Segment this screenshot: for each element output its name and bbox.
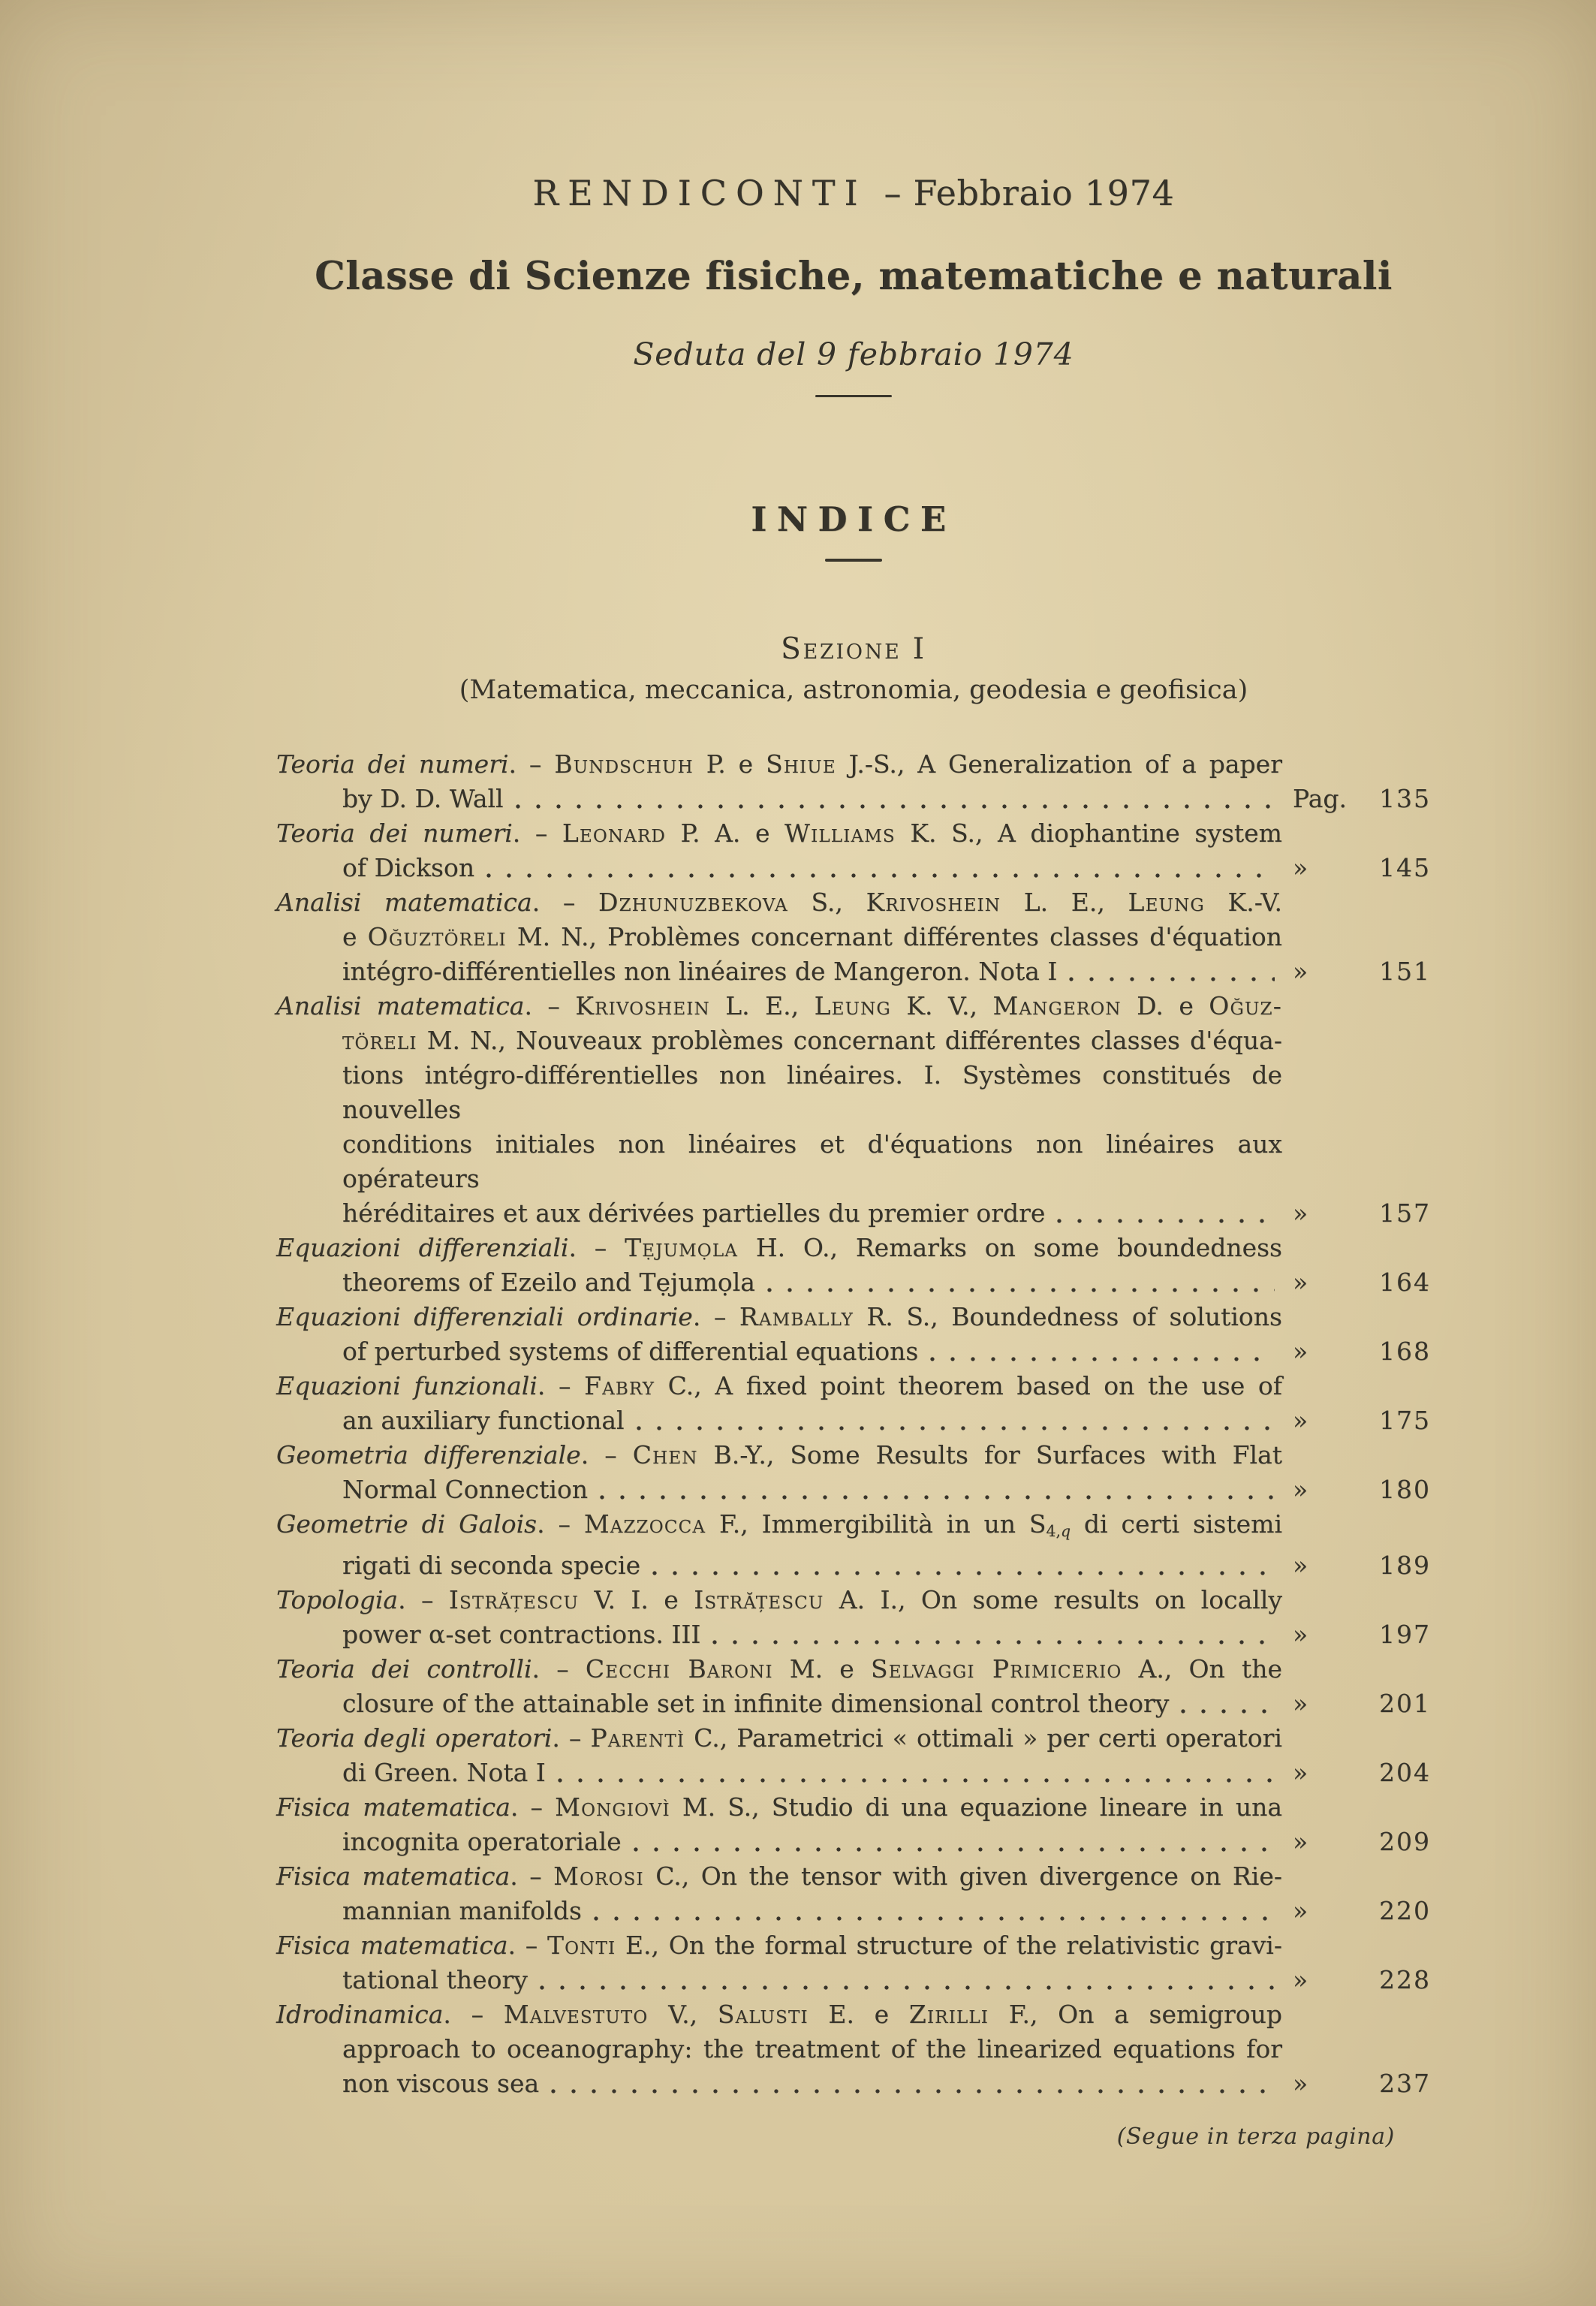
toc-line [276, 1403, 1282, 1438]
text-segment: D. e [1121, 991, 1209, 1020]
text-segment: 4, [1046, 1522, 1061, 1541]
text-segment: . – [552, 1723, 591, 1753]
page-ref [1282, 1265, 1431, 1300]
dot-leader [711, 1638, 1275, 1646]
text-segment: Topologia [276, 1585, 399, 1615]
toc-entry-text [276, 1790, 1282, 1859]
text-segment: Mangeron [992, 991, 1122, 1020]
text-segment: approach to oceanography: the treatment of the linearized equations for [342, 2034, 1282, 2064]
text-segment: Leung [814, 991, 891, 1020]
toc-line [276, 1231, 1282, 1265]
page-ref-label: » [1293, 1689, 1308, 1719]
toc-entry [276, 1997, 1431, 2101]
toc-line [276, 1997, 1282, 2032]
text-segment: by D. D. Wall [342, 784, 504, 813]
toc-entry-text [276, 1997, 1282, 2101]
text-segment: C., A fixed point theorem based on the use of [655, 1371, 1283, 1400]
toc-line [276, 782, 1282, 816]
text-segment: héréditaires et aux dérivées partielles du premier ordre [342, 1198, 1046, 1228]
page-number: 197 [1379, 1620, 1431, 1650]
toc-line [276, 989, 1282, 1023]
toc-line [276, 1300, 1282, 1334]
text-segment: Fabry [584, 1371, 655, 1400]
text-segment: Salusti [717, 2000, 809, 2030]
session-line: Seduta del 9 febbraio 1974 [633, 336, 1074, 372]
page-number: 220 [1379, 1896, 1431, 1926]
toc-line-text [342, 1196, 1045, 1231]
toc-line [276, 1023, 1282, 1058]
toc-entry-text [276, 1507, 1282, 1583]
toc-line [276, 1334, 1282, 1369]
page-ref [1282, 851, 1431, 885]
text-segment: Fisica matematica [276, 1931, 508, 1961]
text-segment: F., Immergibilità in un S [706, 1509, 1046, 1539]
text-segment: Tẹjumọla [625, 1233, 739, 1262]
text-segment: Tonti [547, 1931, 616, 1961]
dot-leader [485, 872, 1275, 879]
page-ref-label: » [1293, 957, 1308, 986]
toc-line-text [342, 1334, 918, 1369]
text-segment: Leung [1128, 888, 1205, 917]
text-segment: M. N., Nouveaux problèmes concernant différentes classes d'équa- [417, 1026, 1282, 1055]
text-segment: of Dickson [342, 853, 475, 882]
toc-line [276, 1687, 1282, 1721]
text-segment: . – [531, 1654, 586, 1684]
toc-entry-text [276, 1369, 1282, 1438]
text-segment: Shiue [766, 749, 836, 779]
toc-line [276, 2032, 1282, 2066]
text-segment: Geometrie di Galois [276, 1509, 538, 1539]
text-segment: closure of the attainable set in infinite dimensional control theory [342, 1689, 1170, 1719]
text-segment: Oğuz- [1209, 991, 1282, 1020]
page-number: 189 [1379, 1551, 1431, 1581]
toc-entry [276, 1928, 1431, 1997]
dot-leader [514, 803, 1275, 810]
dot-leader [550, 2087, 1275, 2095]
page-ref-label: » [1293, 853, 1308, 882]
text-segment: . – [524, 991, 576, 1020]
text-segment: . – [508, 749, 555, 779]
toc-entry [276, 1583, 1431, 1652]
page-ref-label: » [1293, 1337, 1308, 1366]
text-segment: tions intégro-différentielles non linéaires. I. Systèmes constitués de nouvelles [342, 1060, 1282, 1124]
text-segment: J.-S., A Generalization of a paper [836, 749, 1282, 779]
page-ref-label: » [1293, 1406, 1308, 1435]
page-ref [1282, 1196, 1431, 1231]
page-number: 209 [1379, 1827, 1431, 1857]
page-number: 237 [1379, 2069, 1431, 2099]
toc-entry-text [276, 1300, 1282, 1369]
toc-line [276, 1369, 1282, 1403]
page-number: 204 [1379, 1758, 1431, 1788]
text-segment: . – [531, 888, 599, 917]
text-segment: Analisi matematica [276, 888, 532, 917]
toc-entry-text [276, 989, 1282, 1231]
toc-line [276, 1473, 1282, 1507]
text-segment: Teoria dei numeri [276, 749, 509, 779]
dot-leader [635, 1424, 1275, 1432]
toc-line [276, 1652, 1282, 1687]
toc-line [276, 920, 1282, 954]
text-segment: incognita operatoriale [342, 1827, 622, 1857]
masthead [276, 173, 1431, 213]
page-number: 151 [1379, 957, 1431, 986]
toc-line [276, 2066, 1282, 2101]
toc-entry [276, 1507, 1431, 1583]
text-segment: conditions initiales non linéaires et d'équations non linéaires aux opérateurs [342, 1129, 1282, 1193]
toc-line-text [342, 782, 504, 816]
toc-line [276, 1825, 1282, 1859]
text-segment: of perturbed systems of differential equations [342, 1337, 919, 1366]
text-segment: . – [568, 1233, 625, 1262]
page-ref-label: » [1293, 1551, 1308, 1581]
text-segment: K. V., [890, 991, 993, 1020]
toc-entry-text [276, 1438, 1282, 1507]
dot-leader [598, 1494, 1275, 1501]
toc-line [276, 1894, 1282, 1928]
text-segment: power α-set contractions. III [342, 1620, 701, 1650]
toc-entry [276, 1300, 1431, 1369]
text-segment: . – [580, 1440, 633, 1470]
dot-leader [632, 1846, 1275, 1853]
toc-entry [276, 1231, 1431, 1300]
text-segment: Mongiovì [555, 1792, 670, 1822]
page-ref-label: » [1293, 1268, 1308, 1297]
page-ref [1282, 1825, 1431, 1859]
toc-line [276, 885, 1282, 920]
text-segment: A. I., On some results on locally [824, 1585, 1282, 1615]
text-segment: P. A. e [666, 818, 785, 848]
text-segment: an auxiliary functional [342, 1406, 625, 1435]
text-segment: Morosi [553, 1861, 644, 1892]
toc-line-text [342, 1825, 622, 1859]
toc-line [276, 1058, 1282, 1127]
text-segment: E., On the formal structure of the relativistic gravi- [616, 1931, 1282, 1961]
toc-line-text [342, 954, 1057, 989]
toc-entry [276, 1438, 1431, 1507]
text-segment: Oğuztöreli [367, 922, 507, 951]
text-segment: . – [443, 2000, 504, 2030]
text-segment: Teoria degli operatori [276, 1723, 553, 1753]
page-ref-label: » [1293, 2069, 1308, 2099]
page-ref-label: » [1293, 1896, 1308, 1926]
toc-entry-text [276, 1928, 1282, 1997]
text-segment: Selvaggi Primicerio [870, 1654, 1122, 1684]
text-segment: . – [537, 1509, 584, 1539]
dot-leader [651, 1569, 1275, 1577]
session-divider-rule [815, 395, 892, 397]
text-segment: Williams [784, 818, 896, 848]
section-heading: Sezione I [781, 632, 926, 666]
text-segment: Istrățescu [694, 1585, 824, 1615]
text-segment: Idrodinamica [276, 2000, 444, 2030]
text-segment: Equazioni differenziali [276, 1233, 569, 1262]
index-heading: INDICE [751, 499, 956, 539]
text-segment: M. N., Problèmes concernant différentes classes d'équation [506, 922, 1282, 951]
text-segment: Cecchi Baroni [585, 1654, 773, 1684]
text-segment: Equazioni funzionali [276, 1371, 538, 1400]
text-segment: Krivoshein [866, 888, 1001, 917]
text-segment: Analisi matematica [276, 991, 525, 1020]
toc-line-text [342, 1403, 625, 1438]
text-segment: P. e [693, 749, 766, 779]
toc-line [276, 1928, 1282, 1963]
text-segment: tational theory [342, 1965, 528, 1995]
page-ref-label: » [1293, 1475, 1308, 1504]
page-number: 180 [1379, 1475, 1431, 1504]
page-number: 164 [1379, 1268, 1431, 1297]
toc-line-text [342, 2066, 539, 2101]
toc-line-text [342, 1756, 546, 1790]
text-segment: K.-V. [1204, 888, 1282, 917]
page-number: 175 [1379, 1406, 1431, 1435]
text-segment: mannian manifolds [342, 1896, 582, 1926]
dot-leader [592, 1915, 1275, 1922]
page-ref-label: » [1293, 1758, 1308, 1788]
toc-line-text [342, 1473, 588, 1507]
toc-list [276, 747, 1431, 2101]
text-segment: C., On the tensor with given divergence on Rie- [643, 1861, 1282, 1892]
index-dash-rule [825, 559, 882, 562]
text-segment: A., On the [1122, 1654, 1282, 1684]
text-segment: L. E., [1001, 888, 1128, 917]
toc-line [276, 1196, 1282, 1231]
dot-leader [766, 1286, 1275, 1294]
text-segment: . – [512, 818, 562, 848]
page-number: 168 [1379, 1337, 1431, 1366]
toc-line [276, 1127, 1282, 1196]
text-segment: Zirilli [908, 2000, 989, 2030]
page-ref-label: » [1293, 1965, 1308, 1995]
text-segment: Normal Connection [342, 1475, 589, 1504]
text-segment: M. S., Studio di una equazione lineare in una [670, 1792, 1282, 1822]
page-ref [1282, 782, 1431, 816]
toc-line-text [342, 1265, 755, 1300]
page-ref-label: » [1293, 1620, 1308, 1650]
text-segment: . – [692, 1302, 739, 1331]
text-segment: . – [398, 1585, 449, 1615]
toc-entry [276, 1721, 1431, 1790]
toc-line [276, 851, 1282, 885]
toc-entry-text [276, 1583, 1282, 1652]
dot-leader [1179, 1708, 1275, 1715]
section-subtitle: (Matematica, meccanica, astronomia, geodesia e geofisica) [459, 675, 1248, 705]
toc-line [276, 1265, 1282, 1300]
text-segment: . – [510, 1861, 554, 1892]
page-ref [1282, 1894, 1431, 1928]
toc-line-text [342, 1687, 1169, 1721]
text-segment: töreli [342, 1026, 417, 1055]
dot-leader [556, 1777, 1275, 1784]
page-ref-label: » [1293, 1827, 1308, 1857]
text-segment: . – [537, 1371, 585, 1400]
toc-line [276, 1859, 1282, 1894]
text-segment: di certi sistemi [1071, 1509, 1283, 1539]
toc-entry [276, 816, 1431, 885]
text-segment: V. I. e [579, 1585, 694, 1615]
text-segment: . – [507, 1931, 547, 1961]
toc-line [276, 1756, 1282, 1790]
toc-line [276, 816, 1282, 851]
text-segment: V., [648, 2000, 718, 2030]
toc-line-text [342, 851, 474, 885]
page-number: 201 [1379, 1689, 1431, 1719]
page-content [0, 173, 1596, 2150]
text-segment: Istrățescu [448, 1585, 580, 1615]
toc-entry-text [276, 1859, 1282, 1928]
page-number: 157 [1379, 1198, 1431, 1228]
toc-entry-text [276, 1231, 1282, 1300]
class-title: Classe di Scienze fisiche, matematiche e naturali [315, 254, 1393, 299]
text-segment: H. O., Remarks on some boundedness [738, 1233, 1282, 1262]
page-ref-label: Pag. [1293, 784, 1348, 813]
text-segment: C., Parametrici « ottimali » per certi operatori [685, 1723, 1282, 1753]
text-segment: F., On a semigroup [989, 2000, 1282, 2030]
toc-entry [276, 747, 1431, 816]
toc-line-text [342, 1963, 528, 1997]
text-segment: Geometria differenziale [276, 1440, 581, 1470]
toc-line [276, 1507, 1282, 1548]
text-segment: Teoria dei numeri [276, 818, 513, 848]
text-segment: Malvestuto [503, 2000, 649, 2030]
page-ref [1282, 2066, 1431, 2101]
page-ref [1282, 1963, 1431, 1997]
toc-entry [276, 989, 1431, 1231]
text-segment: M. e [772, 1654, 871, 1684]
text-segment: Rambally [739, 1302, 854, 1331]
toc-entry [276, 885, 1431, 989]
text-segment: K. S., A diophantine system [895, 818, 1282, 848]
toc-line [276, 1617, 1282, 1652]
text-segment: Bundschuh [554, 749, 694, 779]
text-segment: Dzhunuzbekova [598, 888, 788, 917]
text-segment: rigati di seconda specie [342, 1551, 641, 1581]
text-segment: Equazioni differenziali ordinarie [276, 1302, 693, 1331]
text-segment: non viscous sea [342, 2069, 540, 2099]
toc-line [276, 1721, 1282, 1756]
toc-entry-text [276, 1652, 1282, 1721]
text-segment: . – [510, 1792, 556, 1822]
page-ref-label: » [1293, 1198, 1308, 1228]
toc-entry-text [276, 816, 1282, 885]
text-segment: L. E., [709, 991, 815, 1020]
text-segment: intégro-différentielles non linéaires de Mangeron. Nota I [342, 957, 1058, 986]
page-number: 228 [1379, 1965, 1431, 1995]
dot-leader [1055, 1217, 1275, 1225]
toc-line-text [342, 1617, 700, 1652]
text-segment: q [1060, 1522, 1071, 1541]
toc-line [276, 1790, 1282, 1825]
text-segment: theorems of Ezeilo and Tẹjumọla [342, 1268, 755, 1297]
toc-entry [276, 1369, 1431, 1438]
text-segment: Fisica matematica [276, 1792, 510, 1822]
text-segment: R. S., Boundedness of solutions [853, 1302, 1282, 1331]
page-ref [1282, 1473, 1431, 1507]
toc-entry-text [276, 747, 1282, 816]
text-segment: B.-Y., Some Results for Surfaces with Flat [697, 1440, 1282, 1470]
toc-entry-text [276, 1721, 1282, 1790]
page-ref [1282, 1617, 1431, 1652]
issue-date: – Febbraio 1974 [884, 173, 1175, 213]
text-segment: Mazzocca [583, 1509, 706, 1539]
dot-leader [538, 1984, 1275, 1991]
text-segment: Parentì [590, 1723, 685, 1753]
toc-entry [276, 1652, 1431, 1721]
text-segment: Chen [632, 1440, 698, 1470]
toc-line [276, 1438, 1282, 1473]
toc-line [276, 747, 1282, 782]
dot-leader [929, 1355, 1275, 1363]
page-number: 145 [1379, 853, 1431, 882]
dot-leader [1068, 975, 1275, 983]
text-segment: E. e [808, 2000, 909, 2030]
text-segment: S., [787, 888, 866, 917]
toc-entry-text [276, 885, 1282, 989]
text-segment: e [342, 922, 368, 951]
text-segment: Leonard [562, 818, 667, 848]
page-ref [1282, 1756, 1431, 1790]
text-segment: Krivoshein [575, 991, 710, 1020]
continuation-note: (Segue in terza pagina) [1116, 2124, 1395, 2151]
toc-line [276, 1583, 1282, 1617]
toc-entry [276, 1859, 1431, 1928]
toc-entry [276, 1790, 1431, 1859]
text-segment: di Green. Nota I [342, 1758, 546, 1788]
page-number: 135 [1379, 784, 1431, 813]
text-segment: Fisica matematica [276, 1861, 510, 1892]
page-ref [1282, 954, 1431, 989]
page-ref [1282, 1334, 1431, 1369]
toc-line [276, 1963, 1282, 1997]
toc-line-text [342, 1894, 582, 1928]
page-ref [1282, 1548, 1431, 1583]
toc-line-text [342, 1548, 640, 1583]
page-ref [1282, 1687, 1431, 1721]
journal-name: RENDICONTI [532, 173, 867, 213]
text-segment: Teoria dei controlli [276, 1654, 532, 1684]
page-ref [1282, 1403, 1431, 1438]
toc-line [276, 1548, 1282, 1583]
toc-line [276, 954, 1282, 989]
